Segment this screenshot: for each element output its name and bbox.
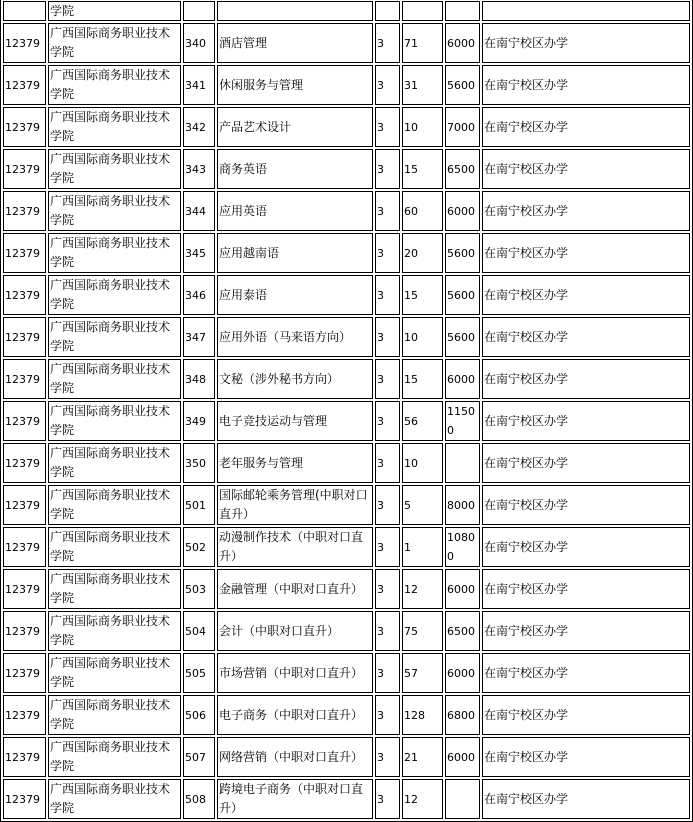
table-row — [3, 191, 690, 231]
tuition-cell: 10800 — [445, 527, 480, 567]
major-code-cell: 504 — [183, 611, 215, 651]
years-cell: 3 — [375, 569, 400, 609]
note-cell: 在南宁校区办学 — [482, 737, 690, 777]
quota-cell: 15 — [402, 149, 443, 189]
school-code-cell: 12379 — [3, 191, 46, 231]
table-row — [3, 527, 690, 567]
major-name-cell: 会计（中职对口直升） — [217, 611, 373, 651]
major-code-cell: 345 — [183, 233, 215, 273]
quota-cell: 1 — [402, 527, 443, 567]
years-cell: 3 — [375, 611, 400, 651]
table-row — [3, 65, 690, 105]
school-code-cell: 12379 — [3, 779, 46, 819]
school-code-cell: 12379 — [3, 23, 46, 63]
note-cell: 在南宁校区办学 — [482, 65, 690, 105]
major-code-cell — [183, 1, 215, 21]
major-code-cell: 508 — [183, 779, 215, 819]
school-name-cell: 广西国际商务职业技术学院 — [48, 653, 181, 693]
major-code-cell: 501 — [183, 485, 215, 525]
table-row — [3, 485, 690, 525]
quota-cell: 71 — [402, 23, 443, 63]
major-code-cell: 347 — [183, 317, 215, 357]
school-name-cell: 广西国际商务职业技术学院 — [48, 23, 181, 63]
major-name-cell: 老年服务与管理 — [217, 443, 373, 483]
years-cell: 3 — [375, 65, 400, 105]
table-row — [3, 569, 690, 609]
major-code-cell: 349 — [183, 401, 215, 441]
years-cell: 3 — [375, 695, 400, 735]
table-row — [3, 611, 690, 651]
major-code-cell: 503 — [183, 569, 215, 609]
note-cell: 在南宁校区办学 — [482, 695, 690, 735]
note-cell: 在南宁校区办学 — [482, 569, 690, 609]
note-cell: 在南宁校区办学 — [482, 149, 690, 189]
major-code-cell: 506 — [183, 695, 215, 735]
tuition-cell: 6000 — [445, 191, 480, 231]
table-row — [3, 737, 690, 777]
school-name-cell: 广西国际商务职业技术学院 — [48, 191, 181, 231]
tuition-cell: 8000 — [445, 485, 480, 525]
years-cell: 3 — [375, 443, 400, 483]
table-row — [3, 653, 690, 693]
major-code-cell: 342 — [183, 107, 215, 147]
major-code-cell: 343 — [183, 149, 215, 189]
note-cell: 在南宁校区办学 — [482, 107, 690, 147]
major-name-cell: 应用泰语 — [217, 275, 373, 315]
years-cell: 3 — [375, 779, 400, 819]
quota-cell: 10 — [402, 317, 443, 357]
table-row — [3, 401, 690, 441]
quota-cell: 5 — [402, 485, 443, 525]
major-code-cell: 346 — [183, 275, 215, 315]
table-row — [3, 695, 690, 735]
school-code-cell: 12379 — [3, 149, 46, 189]
tuition-cell — [445, 443, 480, 483]
years-cell — [375, 1, 400, 21]
quota-cell: 60 — [402, 191, 443, 231]
school-name-cell: 广西国际商务职业技术学院 — [48, 317, 181, 357]
note-cell: 在南宁校区办学 — [482, 401, 690, 441]
major-name-cell: 金融管理（中职对口直升） — [217, 569, 373, 609]
years-cell: 3 — [375, 149, 400, 189]
quota-cell: 128 — [402, 695, 443, 735]
major-name-cell: 市场营销（中职对口直升） — [217, 653, 373, 693]
school-code-cell: 12379 — [3, 653, 46, 693]
school-code-cell — [3, 1, 46, 21]
quota-cell: 12 — [402, 569, 443, 609]
major-code-cell: 502 — [183, 527, 215, 567]
table-row — [3, 359, 690, 399]
table-row-partial — [3, 1, 690, 21]
quota-cell: 75 — [402, 611, 443, 651]
school-code-cell: 12379 — [3, 401, 46, 441]
quota-cell: 31 — [402, 65, 443, 105]
school-name-cell: 广西国际商务职业技术学院 — [48, 401, 181, 441]
years-cell: 3 — [375, 191, 400, 231]
quota-cell: 56 — [402, 401, 443, 441]
major-code-cell: 507 — [183, 737, 215, 777]
school-code-cell: 12379 — [3, 485, 46, 525]
quota-cell: 10 — [402, 443, 443, 483]
school-code-cell: 12379 — [3, 359, 46, 399]
school-code-cell: 12379 — [3, 695, 46, 735]
note-cell: 在南宁校区办学 — [482, 275, 690, 315]
major-name-cell: 酒店管理 — [217, 23, 373, 63]
quota-cell: 20 — [402, 233, 443, 273]
years-cell: 3 — [375, 401, 400, 441]
tuition-cell — [445, 1, 480, 21]
table-row — [3, 23, 690, 63]
major-code-cell: 341 — [183, 65, 215, 105]
quota-cell: 15 — [402, 275, 443, 315]
years-cell: 3 — [375, 107, 400, 147]
quota-cell: 57 — [402, 653, 443, 693]
table-row — [3, 149, 690, 189]
tuition-cell: 5600 — [445, 233, 480, 273]
major-code-cell: 350 — [183, 443, 215, 483]
major-name-cell: 网络营销（中职对口直升） — [217, 737, 373, 777]
quota-cell: 10 — [402, 107, 443, 147]
school-code-cell: 12379 — [3, 233, 46, 273]
school-name-cell: 广西国际商务职业技术学院 — [48, 233, 181, 273]
major-name-cell: 文秘（涉外秘书方向） — [217, 359, 373, 399]
years-cell: 3 — [375, 233, 400, 273]
note-cell: 在南宁校区办学 — [482, 779, 690, 819]
school-code-cell: 12379 — [3, 443, 46, 483]
major-name-cell: 休闲服务与管理 — [217, 65, 373, 105]
major-name-cell: 动漫制作技术（中职对口直升） — [217, 527, 373, 567]
tuition-cell: 7000 — [445, 107, 480, 147]
school-code-cell: 12379 — [3, 107, 46, 147]
major-name-cell: 国际邮轮乘务管理(中职对口直升） — [217, 485, 373, 525]
school-name-cell: 广西国际商务职业技术学院 — [48, 779, 181, 819]
table-row — [3, 233, 690, 273]
school-name-cell: 广西国际商务职业技术学院 — [48, 149, 181, 189]
tuition-cell: 6500 — [445, 149, 480, 189]
school-name-cell: 广西国际商务职业技术学院 — [48, 275, 181, 315]
note-cell: 在南宁校区办学 — [482, 611, 690, 651]
tuition-cell: 11500 — [445, 401, 480, 441]
school-name-cell: 学院 — [48, 1, 181, 21]
note-cell: 在南宁校区办学 — [482, 191, 690, 231]
major-name-cell: 商务英语 — [217, 149, 373, 189]
note-cell: 在南宁校区办学 — [482, 317, 690, 357]
school-name-cell: 广西国际商务职业技术学院 — [48, 569, 181, 609]
school-name-cell: 广西国际商务职业技术学院 — [48, 359, 181, 399]
note-cell: 在南宁校区办学 — [482, 485, 690, 525]
tuition-cell: 6000 — [445, 653, 480, 693]
years-cell: 3 — [375, 485, 400, 525]
tuition-cell: 6000 — [445, 359, 480, 399]
tuition-cell — [445, 779, 480, 819]
major-code-cell: 340 — [183, 23, 215, 63]
years-cell: 3 — [375, 317, 400, 357]
note-cell: 在南宁校区办学 — [482, 359, 690, 399]
years-cell: 3 — [375, 23, 400, 63]
major-name-cell: 电子商务（中职对口直升） — [217, 695, 373, 735]
tuition-cell: 5600 — [445, 65, 480, 105]
major-name-cell: 产品艺术设计 — [217, 107, 373, 147]
quota-cell: 21 — [402, 737, 443, 777]
note-cell: 在南宁校区办学 — [482, 527, 690, 567]
major-code-cell: 348 — [183, 359, 215, 399]
school-name-cell: 广西国际商务职业技术学院 — [48, 737, 181, 777]
school-code-cell: 12379 — [3, 527, 46, 567]
major-code-cell: 344 — [183, 191, 215, 231]
years-cell: 3 — [375, 653, 400, 693]
table-row — [3, 317, 690, 357]
school-name-cell: 广西国际商务职业技术学院 — [48, 695, 181, 735]
school-name-cell: 广西国际商务职业技术学院 — [48, 485, 181, 525]
table-row — [3, 107, 690, 147]
school-code-cell: 12379 — [3, 317, 46, 357]
tuition-cell: 6500 — [445, 611, 480, 651]
quota-cell: 15 — [402, 359, 443, 399]
school-code-cell: 12379 — [3, 737, 46, 777]
school-name-cell: 广西国际商务职业技术学院 — [48, 443, 181, 483]
tuition-cell: 5600 — [445, 317, 480, 357]
school-code-cell: 12379 — [3, 611, 46, 651]
tuition-cell: 6000 — [445, 23, 480, 63]
table-row — [3, 443, 690, 483]
note-cell: 在南宁校区办学 — [482, 443, 690, 483]
note-cell: 在南宁校区办学 — [482, 653, 690, 693]
quota-cell: 12 — [402, 779, 443, 819]
school-name-cell: 广西国际商务职业技术学院 — [48, 527, 181, 567]
years-cell: 3 — [375, 359, 400, 399]
tuition-cell: 6800 — [445, 695, 480, 735]
school-name-cell: 广西国际商务职业技术学院 — [48, 611, 181, 651]
tuition-cell: 6000 — [445, 569, 480, 609]
school-code-cell: 12379 — [3, 569, 46, 609]
note-cell: 在南宁校区办学 — [482, 233, 690, 273]
tuition-cell: 5600 — [445, 275, 480, 315]
years-cell: 3 — [375, 737, 400, 777]
years-cell: 3 — [375, 275, 400, 315]
school-name-cell: 广西国际商务职业技术学院 — [48, 65, 181, 105]
quota-cell — [402, 1, 443, 21]
major-name-cell: 应用外语（马来语方向） — [217, 317, 373, 357]
table-row — [3, 779, 690, 819]
school-code-cell: 12379 — [3, 275, 46, 315]
school-name-cell: 广西国际商务职业技术学院 — [48, 107, 181, 147]
school-code-cell: 12379 — [3, 65, 46, 105]
years-cell: 3 — [375, 527, 400, 567]
major-name-cell: 应用越南语 — [217, 233, 373, 273]
major-name-cell — [217, 1, 373, 21]
tuition-cell: 6000 — [445, 737, 480, 777]
major-name-cell: 应用英语 — [217, 191, 373, 231]
note-cell — [482, 1, 690, 21]
major-name-cell: 电子竞技运动与管理 — [217, 401, 373, 441]
major-code-cell: 505 — [183, 653, 215, 693]
major-name-cell: 跨境电子商务（中职对口直升） — [217, 779, 373, 819]
table-row — [3, 275, 690, 315]
note-cell: 在南宁校区办学 — [482, 23, 690, 63]
